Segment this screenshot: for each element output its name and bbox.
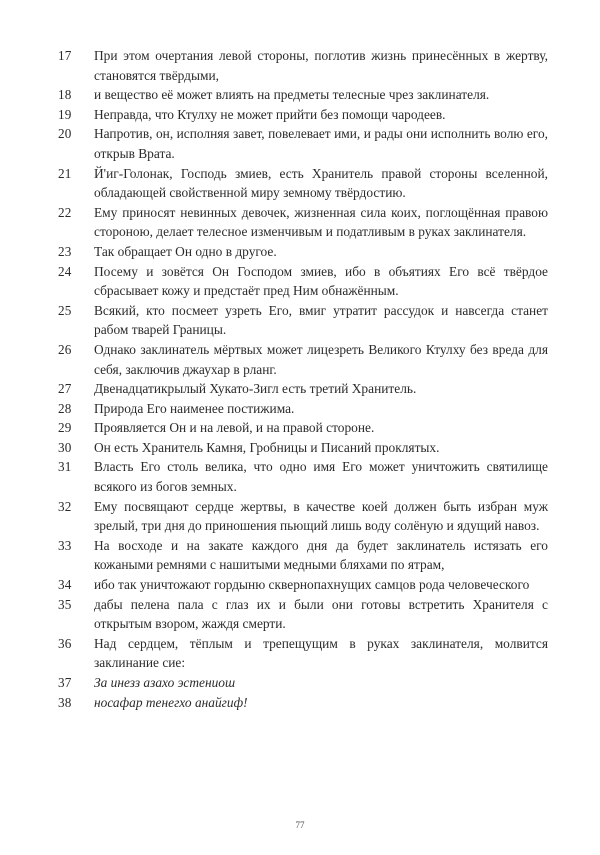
verse-number: 18	[58, 87, 72, 103]
verse-number: 27	[58, 381, 72, 397]
verse-row	[58, 301, 552, 340]
verse-number: 36	[58, 635, 72, 651]
verse-row	[58, 693, 548, 713]
verse-row	[58, 634, 552, 673]
verse-number: 33	[58, 537, 72, 553]
verse-number: 34	[58, 577, 72, 593]
verse-number: 19	[58, 106, 72, 122]
verse-row	[58, 124, 552, 163]
verse-text: Напротив, он, исполняя завет, повелевает ими, и рады они исполнить волю его, открыв Врата.	[94, 126, 552, 161]
verse-text: Й'иг-Голонак, Господь змиев, есть Хранитель правой стороны вселенной, обладающей свойственной миру земному твёрдостию.	[94, 165, 552, 201]
verse-text: носафар тенегхо анайгиф!	[94, 694, 248, 710]
verse-row	[58, 575, 548, 595]
verse-row	[58, 85, 548, 105]
verse-row	[58, 164, 552, 203]
verse-text: ибо так уничтожают гордыню сквернопахнущих самцов рода человеческого	[94, 577, 530, 593]
verse-text: За инезз азахо эстениош	[94, 675, 236, 690]
verse-text: Так обращает Он одно в другое.	[94, 243, 277, 259]
verse-text: Посему и зовётся Он Господом змиев, ибо в объятиях Его всё твёрдое сбрасывает кожу и предстаёт пред Ним обнажённым.	[94, 263, 552, 299]
verse-row	[58, 262, 552, 301]
verse-number: 29	[58, 420, 72, 436]
verse-row	[58, 340, 552, 379]
verse-row	[58, 418, 548, 438]
verse-row	[58, 379, 548, 399]
verse-text: Проявляется Он и на левой, и на правой стороне.	[94, 420, 375, 436]
verse-row	[58, 399, 548, 419]
verse-number: 38	[58, 694, 72, 710]
verse-number: 28	[58, 400, 72, 416]
verse-row	[58, 536, 552, 575]
verse-row	[58, 438, 548, 458]
verse-number: 30	[58, 439, 72, 455]
verse-number: 22	[58, 204, 72, 220]
verse-text: Ему приносят невинных девочек, жизненная сила коих, поглощённая правою стороною, делает телесное изменчивым и податливым в руках заклинателя.	[94, 204, 552, 240]
verse-row	[58, 497, 552, 536]
verse-text: Над сердцем, тёплым и трепещущим в руках заклинателя, молвится заклинание сие:	[94, 635, 552, 671]
verse-text: На восходе и на закате каждого дня да будет заклинатель истязать его кожаными ремнями с нашитыми медными бляхами по ятрам,	[94, 537, 552, 573]
verse-text: дабы пелена пала с глаз их и были они готовы встретить Хранителя с открытым взором, жаждя смерти.	[94, 596, 552, 632]
verse-text: Ему посвящают сердце жертвы, в качестве коей должен быть избран муж зрелый, три дня до приношения пьющий лишь воду солёную и ядущий навоз.	[94, 498, 552, 534]
verse-number: 32	[58, 498, 72, 514]
verse-row	[58, 595, 552, 634]
verse-text: Однако заклинатель мёртвых может лицезреть Великого Ктулху без вреда для себя, заключив джаухар в рланг.	[94, 341, 552, 377]
verse-text: и вещество её может влиять на предметы телесные чрез заклинателя.	[94, 87, 490, 103]
verse-number: 24	[58, 263, 72, 279]
verse-text: Двенадцатикрылый Хукато-Зигл есть третий Хранитель.	[94, 381, 417, 397]
verse-text: Неправда, что Ктулху не может прийти без помощи чародеев.	[94, 106, 446, 122]
verse-row	[58, 673, 548, 693]
verse-number: 31	[58, 459, 72, 475]
verse-row	[58, 105, 548, 125]
verse-row	[58, 242, 548, 262]
verse-number: 21	[58, 165, 72, 181]
page-number: 77	[295, 820, 305, 830]
verse-number: 35	[58, 596, 72, 612]
verse-row	[58, 203, 552, 242]
verse-number: 17	[58, 48, 72, 63]
verse-number: 25	[58, 302, 72, 318]
verse-list	[58, 46, 552, 712]
verse-text: Природа Его наименее постижима.	[94, 400, 295, 416]
verse-text: При этом очертания левой стороны, поглотив жизнь принесённых в жертву, становятся твёрдыми,	[94, 48, 552, 83]
verse-text: Всякий, кто посмеет узреть Его, вмиг утратит рассудок и навсегда станет рабом тварей Границы.	[94, 302, 552, 338]
verse-row	[58, 46, 552, 85]
verse-text: Власть Его столь велика, что одно имя Его может уничтожить святилище всякого из богов земных.	[94, 459, 552, 495]
verse-number: 23	[58, 243, 72, 259]
verse-row	[58, 457, 552, 496]
verse-number: 26	[58, 341, 72, 357]
verse-number: 20	[58, 126, 72, 142]
verse-number: 37	[58, 675, 72, 690]
verse-text: Он есть Хранитель Камня, Гробницы и Писаний проклятых.	[94, 439, 440, 455]
